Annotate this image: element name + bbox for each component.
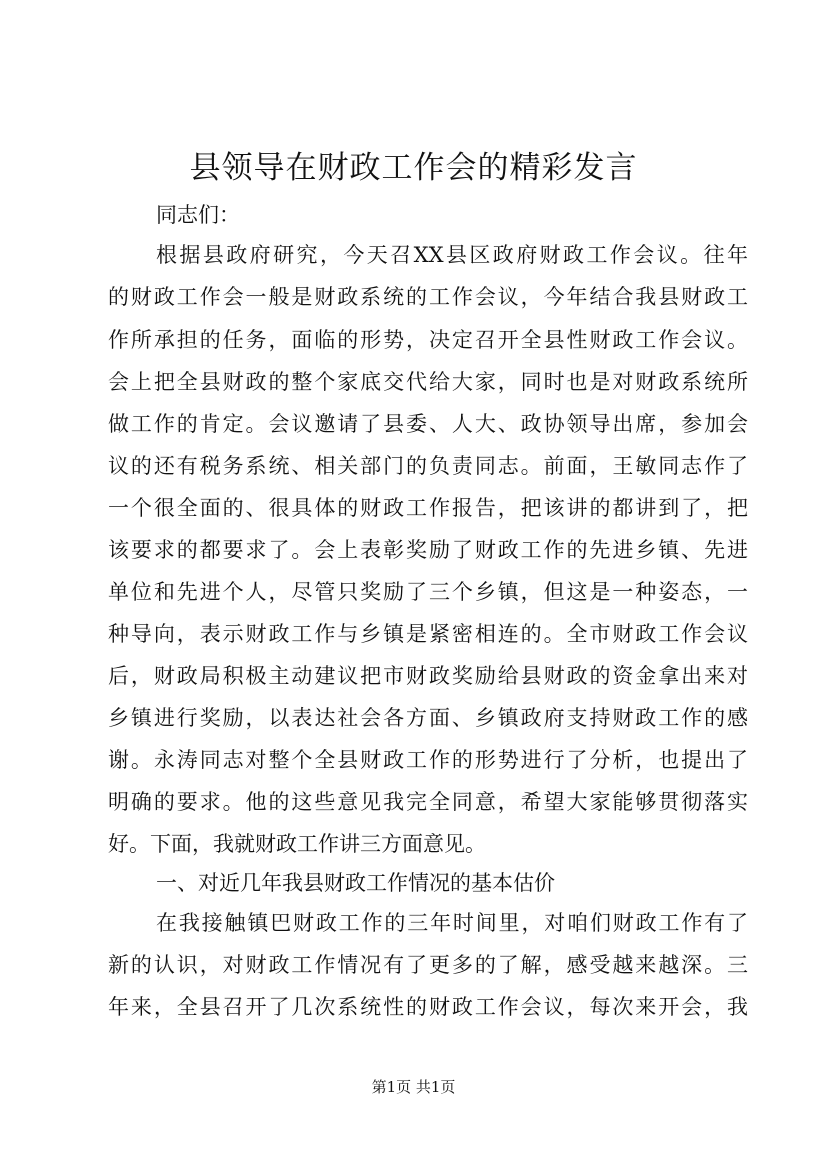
paragraph-line: 单位和先进个人，尽管只奖励了三个乡镇，但这是一种姿态，一 (108, 580, 748, 604)
paragraph-line: 作所承担的任务，面临的形势，决定召开全县性财政工作会议。 (108, 328, 748, 352)
paragraph-line: 会上把全县财政的整个家底交代给大家，同时也是对财政系统所 (108, 370, 748, 394)
paragraph-line: 种导向，表示财政工作与乡镇是紧密相连的。全市财政工作会议 (108, 622, 748, 646)
paragraph-line: 乡镇进行奖励，以表达社会各方面、乡镇政府支持财政工作的感 (108, 706, 748, 730)
document-title: 县领导在财政工作会的精彩发言 (189, 150, 638, 186)
paragraph-line: 明确的要求。他的这些意见我完全同意，希望大家能够贯彻落实 (108, 790, 748, 814)
paragraph-line: 年来，全县召开了几次系统性的财政工作会议，每次来开会，我 (108, 995, 748, 1019)
paragraph-line: 根据县政府研究，今天召XX县区政府财政工作会议。往年 (156, 243, 748, 267)
paragraph-line: 的财政工作会一般是财政系统的工作会议，今年结合我县财政工 (108, 285, 748, 309)
paragraph-line: 好。下面，我就财政工作讲三方面意见。 (108, 832, 486, 856)
paragraph-line: 做工作的肯定。会议邀请了县委、人大、政协领导出席，参加会 (108, 412, 748, 436)
paragraph-line: 该要求的都要求了。会上表彰奖励了财政工作的先进乡镇、先进 (108, 538, 748, 562)
paragraph-line: 议的还有税务系统、相关部门的负责同志。前面，王敏同志作了 (108, 454, 748, 478)
paragraph-line: 后，财政局积极主动建议把市财政奖励给县财政的资金拿出来对 (108, 664, 748, 688)
section-heading: 一、对近几年我县财政工作情况的基本估价 (156, 871, 555, 895)
salutation-line: 同志们： (156, 203, 240, 227)
paragraph-line: 谢。永涛同志对整个全县财政工作的形势进行了分析，也提出了 (108, 748, 748, 772)
paragraph-line: 在我接触镇巴财政工作的三年时间里，对咱们财政工作有了 (156, 911, 748, 935)
paragraph-line: 一个很全面的、很具体的财政工作报告，把该讲的都讲到了，把 (108, 496, 748, 520)
page-footer: 第1页 共1页 (371, 1078, 456, 1096)
paragraph-line: 新的认识，对财政工作情况有了更多的了解，感受越来越深。三 (108, 953, 748, 977)
